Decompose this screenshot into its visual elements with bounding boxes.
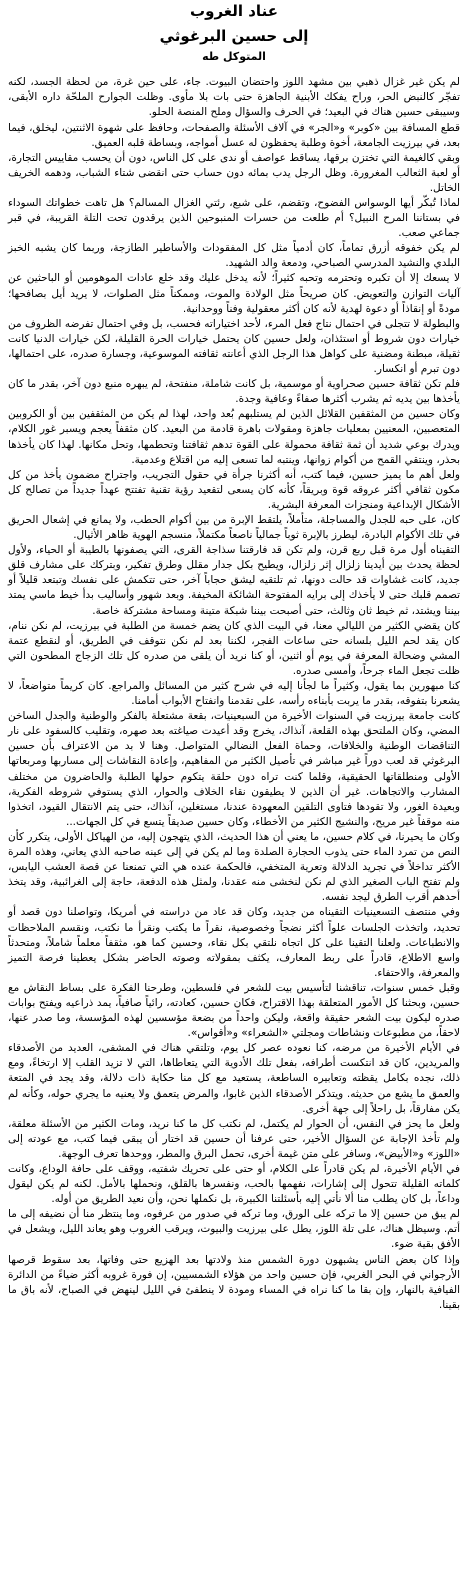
paragraph-6: لا يسعك إلا أن تكبره وتحترمه وتحبه كثيراً؛ لأنه يدخل عليك وقد خلع عادات الموهومين أو الباحثين عن آليات التوازن والتعويض. كان صريحاً مثل الولادة والموت، وممكناً مثل الصلوات، لا يريد أيل بصافحها؛ مودةً أو إنقاذاً أو دعوة لهدية لأنه كان أكثر معقولية وفناً ووحدانية. <box>8 272 460 315</box>
paragraph-20: ولعل ما يحز في النفس، أن الحوار لم يكتمل، لم نكتب كل ما كنا نريد، ومات الكثير من الأسئلة معلقة، ولم تأخذ الإجابة عن السؤال الأخير، حتى عرفنا أن حسين قد اختار أن يبقى فيما كتب، مع عودته إلى «اللوز» و«الأبيض»، وسافر على متن غيمة أخرى، تحمل البرق والمطر، ووحدها تعرف الوجهة. <box>8 1117 460 1160</box>
article-subtitle: إلى حسين البرغوثي <box>159 26 309 45</box>
paragraph-10: ولعل أهم ما يميز حسين، فيما كتب، أنه أكثرنا جرأة في حقول التجريب، واجتراح مضمون يأخذ من كل مكون ثقافي أكثر عروقه قوة وبريقاً، كأنه كان يسعى لتقعيد رؤية تقنية تفتتح عهداً جديداً من تصالح كل الأشكال الإبداعية ومنجزات المعرفة البشرية. <box>8 468 460 511</box>
paragraph-2: قطع المسافة بين «كوبر» و«الجر» في آلاف الأسئلة والصفحات، وحافظ على شهوة الاثنتين، ليخلق، فيما بعد، في بيرزيت الجامعة، أخوة وطلبة يحفظون له عسل أمواجه، وبساطة قلبه العميق. <box>8 121 460 149</box>
paragraph-5: لم يكن خفوقه أزرق تماماً، كان أدمياً مثل كل المفقودات والأساطير الطازجة، وربما كان يشبه الخبز البلدي والنشيد المدرسي الصباحي، ودمعة والد الشهيد. <box>8 242 460 270</box>
paragraph-1: لم يكن غير غزال ذهبي بين مشهد اللوز واحتضان البيوت. جاء، على حين غرة، من لحظة الجسد، لكنه تفجّر كالنبض الحر، وراح يفكك الأبنية الجاهزة حتى بات بلا مأوى. وظلت الجوارح الملحّة داره الأبقى، وسيبقى حسين هناك في البعيد؛ في الحرف والسؤال وملح المنصة الحلو. <box>8 76 460 119</box>
paragraph-4: لماذا تُبكّر أيها الوسواس الفضوح، وتقضم، على شبع، رئتي الغزال المسالم؟ هل تاهت خطواتك السوداء في بستاننا المرح النبيل؟ أم طلعت من حسرات المنبوحين الذين يرقدون تحت التلة القريبة، في قبر جماعي صعب. <box>8 197 460 240</box>
paragraph-9: وكان حسين من المثقفين القلائل الذين لم يستلبهم بُعد واحد، لهذا لم يكن من المثقفين بين أو الكروبين المتعصبين، المعنيين بمعليات جاهزة ومقولات باهرة قادمة من البعيد. كان مثقفاً يعجم ويسبر غور الكلام، ويدرك بوعي شديد أن ثمة ثقافة محمولة على القوة تدهم ثقافتنا وتحطمها، وتحل مكانها. لهذا كان يأخذها بحذر، وينتقي القمح من أكوام زوانها، وينتبه لما تسعى إليه من اقتلاع وعدمية. <box>8 408 460 466</box>
paragraph-14: كنا مبهورين بما يقول، وكثيراً ما لجأنا إليه في شرح كثير من المسائل والمراجع. كان كريماً متواضعاً، لا يشعرنا بتفوقه، بقدر ما يربت بأبناءه رأسه، على تقدمنا وانفتاح الأبواب أمامنا. <box>8 680 460 708</box>
paragraph-7: والبطولة لا تتجلى في احتمال نتاج فعل المرء، لأحد اختياراته فحسب، بل وفي احتمال تفرضه الظروف من خيارات دون شروط أو استئذان، ولعل حسين كان يحتمل خيارات الحرة القليلة، لكن خيارات الدنيا كانت ثقيلة، مبطنة ومضنية على كواهل هذا الرجل الذي أعانته ثقافته الموسوعية، وجسارة صدره، على احتمالها، دون تبرم أو انكسار. <box>8 317 460 376</box>
paragraph-18: وقبل خمس سنوات، تناقشنا لتأسيس بيت للشعر في فلسطين، وطرحنا الفكرة على بساط النقاش مع حسين، وبحثنا كل الأمور المتعلقة بهذا الاقتراح، فكان حسين، كعادته، رائياً صافياً، يمد ذراعيه ويفتح بوابات صدره ليكون بيت الشعر حقيقة واقعة، وليكن واحداً من بضعة مؤسسين لهذه المؤسسة، وما صدر عنها، لاحقاً، من مطبوعات ونشاطات ومجلتي «الشعراء» و«أقواس». <box>8 981 460 1040</box>
paragraph-17: وفي منتصف التسعينيات التقيناه من جديد، وكان قد عاد من دراسته في أمريكا، وتواصلنا دون قصد أو تحديد، واتخذت الجلسات علواً أكثر نضجاً وخصوصية، نقراً ما يكتب ونقرأ ما نكتب، ونقسم الملاحظات والانطباعات. ولعلنا التقينا على كل اتجاه نلتقي بكل نقاء، وحسين كما هو، مثقفاً معلماً شاملاً، ومتحدثاً واسع الاطلاع، قادراً على ربط المعارف، يكثف بمقولاته وصوته الحاضر بشكل يعطينا فرصة التميز والمعرفة، والاحتفاء. <box>8 906 460 979</box>
article-header <box>8 2 460 63</box>
paragraph-11: كان، على حبه للجدل والمساجلة، متأملاً، يلتقط الإبرة من بين أكوام الحطب، ولا يمانع في إشعال الحريق في تلك الأكوام البادرة، ليطرز بالإبرة ثوباً جمالياً ناصعاً مكتملاً، منسجم الهوية ظاهر الأثيال. <box>8 513 460 542</box>
paragraph-22: لم يبق من حسين إلا ما تركه على الورق، وما تركه في صدور من عرفوه، وما ينتظر منا أن نضيفه إلى ما أتم. وسيظل هناك، على تلة اللوز، يطل على بيرزيت والبيوت، ويرقب الغروب وهو يعاند الليل، ويشعل في الأفق بقية ضوء. <box>8 1208 460 1251</box>
article-body <box>8 75 460 1313</box>
paragraph-8: فلم تكن ثقافة حسين صحراوية أو موسمية، بل كانت شاملة، منفتحة، لم يبهره منبع دون آخر، بقدر ما كان يأخذها بين يديه ثم يشرب أكثرها صفاءً وعافية وجدة. <box>8 378 460 406</box>
paragraph-3: وبقي كالغيمة التي تختزن برقها، يساقط عواصف أو ندى على كل الناس، دون أن يحسب مقاييس التجارة، أو لعبة الثعالب المغرورة. وظل الرجل يدب بمائه دون حساب حتى انقضى شتاء الشباب، ودهمه الخريف الخاتل. <box>8 151 460 194</box>
paragraph-12: التقيناه أول مرة قبل ربع قرن، ولم تكن قد فارقتنا سذاجة القرى، التي يصفونها بالطيبة أو الحياء، ولأول لحظة يحدث بين أيدينا زلزال إثر زلزال، ويطيح بكل جدار مقلل وطرق تفكير، وبتركك على مشارف قلق جديد، كانت غشاوات قد حالت دونها، ثم تلتقيه ليشق حجاباً آخر، حتى تتكمش على نفسك وتبتعد قليلاً أو تصمم قلبك حتى لا يأخذك إلى برايه المفتوحة الشائكة المخيفة. وبعد شهور وأساليب بدأ خيط ماسي يمتد بيننا ويشتد، ثم خيط ثان وثالث، حتى أصبحت بيننا شبكة متينة ومساحة مشتركة خاصة. <box>8 544 460 617</box>
paragraph-15: كانت جامعة بيرزيت في السنوات الأخيرة من السبعينيات، بقعة مشتعلة بالفكر والوطنية والجدل الساخن المضي، وكان الملتحق بهذه القلعة، آنذاك، يخرج وقد أعيدت صياغته بعد صهره، وتقليب كالسفود على نار التناقضات الوطنية والخلافات، وحماة الفعل النضالي المتواصل. وهنا لا بد من الاعتراف بأن حسين البرغوثي قد لعب دوراً غير مباشر في تأصيل الكثير من المفاهيم، وإعادة النقاشات إلى مساربها ومربعاتها الأولى ومنطلقاتها الحقيقية، وقلما كنت تراه دون حلقة يتكوم حولها الطلبة والحاضرون من مختلف المشارب والاتجاهات. غير أن الذين لا يطيقون نقاء الخلاف والحوار، الذي يستوفي شروطه الفكرية، وبعيدة الغور، ولا تقودها فتاوى التلقين المعهودة عندنا، مستغلين، آنذاك، حتى يتم الانتقال القيود، اتخذوا منه موقفاً غير مريح، والنشيج الكثير من الأخطاء، وكان حسين صديقاً يتسع في كل الجهات... <box>8 710 460 828</box>
author-name: المتوكل طه <box>202 49 266 63</box>
paragraph-16: وكان ما يحيرنا، في كلام حسين، ما يعني أن هذا الحديث، الذي يتهجون إليه، من الهياكل الأولى، يتكرر كأن النص من تمرد الماء حتى يذوب الحجارة الصلدة وما لم يكن في إلى عينه صاحبه الذي يعاني، وهذه المرة الأكثر تداخلاً في تجريد الدلالة وتعرية المتخفي، فالحكمة عنده هي التي تمنعنا عن قصة العشب اليابس، ولم تفتح الباب الصغير الذي لم نكن لنخشى منه عقدنا، ولمثل هذه الدفعة، حاجة إلى الغرائبية، وقد يتخذ أحدهم أقرب الطرق ليجد نفسه. <box>8 830 460 904</box>
paragraph-21: في الأيام الأخيرة، لم يكن قادراً على الكلام، أو حتى على تحريك شفتيه، ووقف على حافة الوداع، وكانت كلماته القليلة تتحول إلى إشارات، نفهمها بالحب، ونفسرها بالقلق، ونحملها بالأمل. لكنه لم يكن ليقول وداعاً، بل كان يطلب منا ألا نأتي إليه بأسئلتنا الكبيرة، بل نكملها نحن، وأن نعيد الطريق من أوله. <box>8 1163 460 1206</box>
paragraph-13: كان يقضي الكثير من الليالي معنا، في البيت الذي كان يضم خمسة من الطلبة في بيرزيت، لم نكن ننام، كان يقد لحم الليل بلسانه حتى ساعات الفجر، لكننا بعد لم نكن نتوقف في الطريق، أو لنقطع عتمة المشي وضحالة المعرفة في يوم أو اثنين، أو كنا نريد أن يلقى من صدره كل تلك الزجاج المطحون التي ظلت تجعل الماء جرحاً، وأمسى صدره. <box>8 619 460 677</box>
paragraph-19: في الأيام الأخيرة من مرضه، كنا نعوده عصر كل يوم، وتلتقي هناك في المشفى، العديد من الأصدقاء والمريدين، كان قد انتكست أطرافه، بفعل تلك الأدوية التي يتعاطاها، التي لا تزيد القلب إلا ارتخاءً، ومع ذلك، نجده بكامل يقظته وتعابيره الساطعة، يستعيد مع كل منا حكاية ذات دلالة، وقد يجد في المتعة والعمق ما يشع من حديثه. ويتذكر الأصدقاء الذين غابوا، والمرض يتعمق ولا يعنيه ما يجري حوله، وكأنه لم يكن مفارقاً، بل راحلاً إلى جهة أخرى. <box>8 1042 460 1115</box>
paragraph-23: وإذا كان بعض الناس يشبهون دورة الشمس منذ ولادتها بعد الهزيع حتى وفاتها، بعد سقوط قرصها الأرجواني في البحر الغربي، فإن حسين واحد من هؤلاء الشمسيين، إن فورة غروبه أكثر ضياءً من الدائرة الفيافية بالنهار، وإن بقا ما كنا نراه في المساء ومودة لا ينطفئ في الليل لينهض في الصباح، لأنه باق ما بقينا. <box>8 1253 460 1311</box>
article-title: عناد الغروب <box>190 2 278 20</box>
